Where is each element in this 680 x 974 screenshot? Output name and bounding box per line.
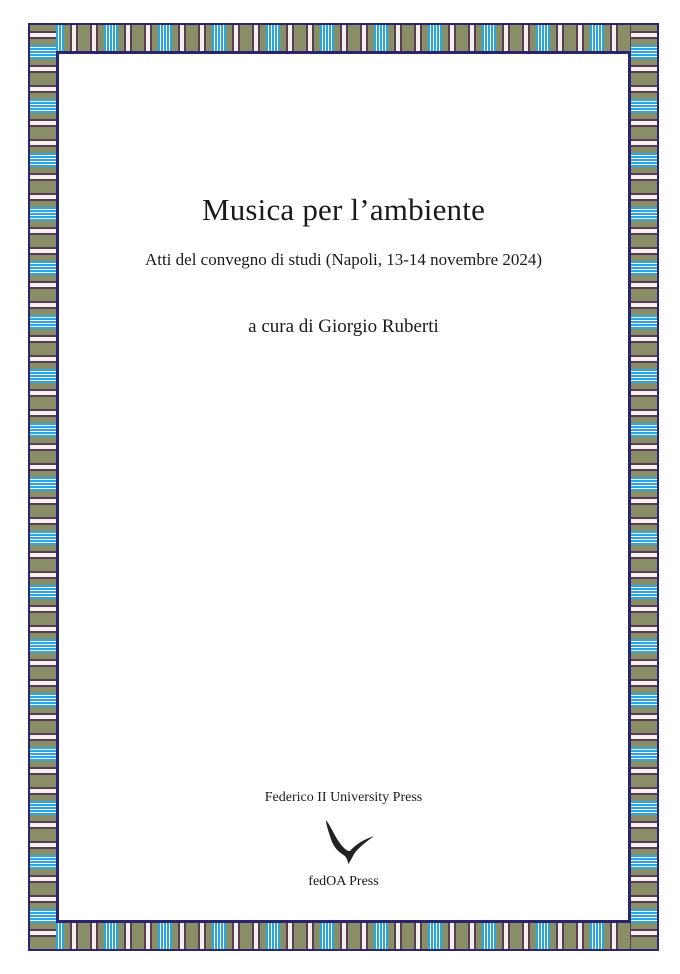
cover-content-area	[56, 51, 631, 923]
book-title: Musica per l’ambiente	[201, 192, 486, 227]
bird-logo-icon	[324, 814, 376, 866]
editor-line: a cura di Giorgio Ruberti	[248, 316, 439, 337]
publisher-name: Federico II University Press	[264, 790, 423, 805]
cover-border-frame	[28, 23, 659, 951]
imprint-name: fedOA Press	[308, 874, 379, 889]
border-strip-left	[30, 25, 56, 949]
border-strip-top	[30, 25, 657, 51]
book-subtitle: Atti del convegno di studi (Napoli, 13-14 novembre 2024)	[144, 250, 543, 269]
border-strip-bottom	[30, 923, 657, 949]
border-strip-right	[631, 25, 657, 949]
